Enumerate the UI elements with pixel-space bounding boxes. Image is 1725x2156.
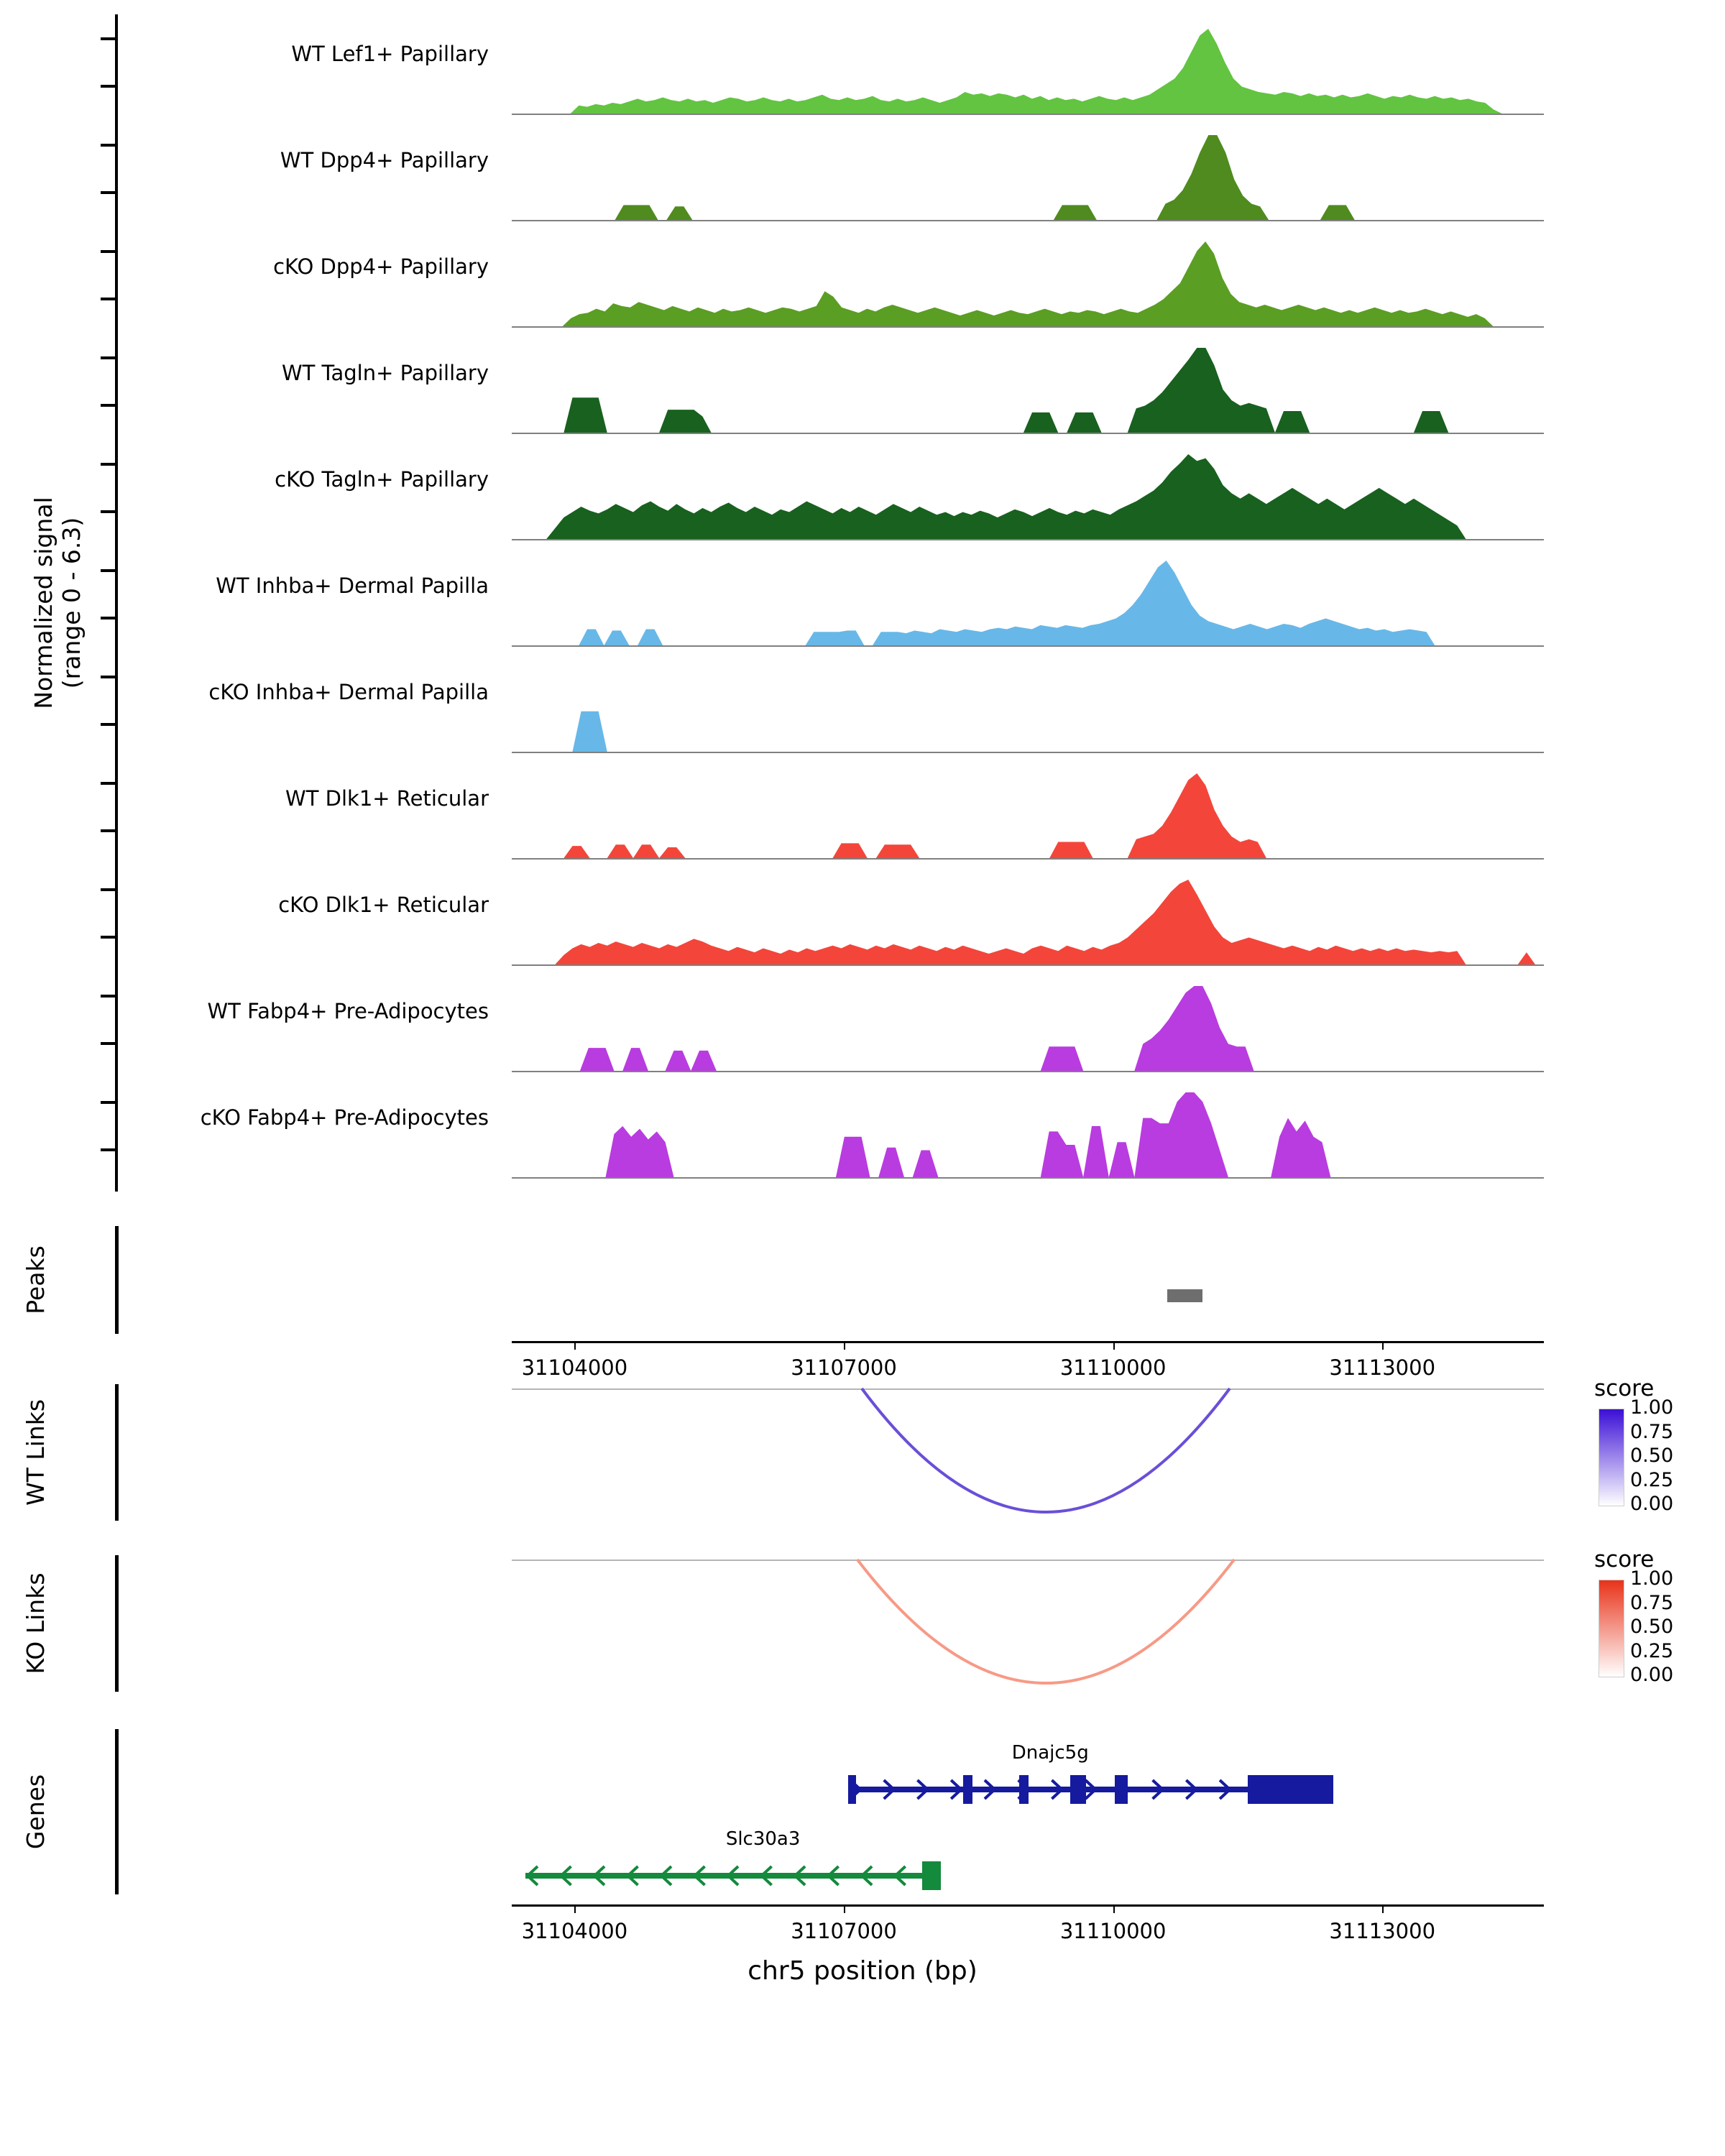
gene-exon[interactable] xyxy=(1115,1775,1127,1804)
ko-links-legend-tick-label: 0.00 xyxy=(1630,1664,1674,1686)
signal-axis-tick xyxy=(101,298,116,300)
track-label: WT Dlk1+ Reticular xyxy=(285,786,489,811)
peaks-axis-spine xyxy=(115,1226,119,1334)
genes-spine xyxy=(115,1729,119,1894)
ko-links-arc[interactable] xyxy=(0,1555,1725,1692)
wt-links-legend-tick-label: 0.00 xyxy=(1630,1493,1674,1515)
wt-links-legend-gradient xyxy=(1598,1409,1624,1506)
wt-links-legend-tick-label: 1.00 xyxy=(1630,1396,1674,1419)
track-label: WT Fabp4+ Pre-Adipocytes xyxy=(207,999,489,1023)
ko-links-legend-tick-label: 1.00 xyxy=(1630,1567,1674,1590)
track-label: cKO Dpp4+ Papillary xyxy=(273,254,489,279)
track-baseline xyxy=(512,433,1544,434)
ko-links-legend-tick-label: 0.50 xyxy=(1630,1616,1674,1638)
gene-exon[interactable] xyxy=(848,1775,856,1804)
track-label: cKO Tagln+ Papillary xyxy=(275,467,489,492)
track-baseline xyxy=(512,858,1544,860)
track-label: cKO Dlk1+ Reticular xyxy=(278,893,489,917)
track-baseline xyxy=(512,964,1544,966)
axis-tick xyxy=(574,1341,576,1350)
signal-axis-tick xyxy=(101,569,116,572)
gene-strand-arrows xyxy=(525,1873,941,1892)
track-signal xyxy=(512,880,1544,964)
track-signal xyxy=(512,241,1544,326)
wt-links-label: WT Links xyxy=(22,1399,50,1506)
signal-axis-tick xyxy=(101,510,116,513)
signal-axis-tick xyxy=(101,782,116,785)
wt-links-legend-tick-label: 0.75 xyxy=(1630,1420,1674,1443)
track-signal xyxy=(512,773,1544,858)
track-signal xyxy=(512,348,1544,433)
track-baseline xyxy=(512,326,1544,328)
ko-links-legend-gradient xyxy=(1598,1580,1624,1677)
axis-tick-label: 31110000 xyxy=(1059,1919,1167,1943)
gene-exon[interactable] xyxy=(1070,1775,1086,1804)
axis-line xyxy=(512,1341,1544,1343)
axis-tick-label: 31104000 xyxy=(521,1355,628,1380)
wt-links-legend-tick-label: 0.25 xyxy=(1630,1468,1674,1491)
track-baseline xyxy=(512,645,1544,647)
track-label: WT Dpp4+ Papillary xyxy=(280,148,489,172)
track-label: WT Lef1+ Papillary xyxy=(291,42,489,66)
axis-tick xyxy=(1382,1341,1384,1350)
track-signal xyxy=(512,135,1544,220)
y-axis-label-line2: (range 0 - 6.3) xyxy=(58,517,86,689)
gene-exon[interactable] xyxy=(963,1775,972,1804)
ko-links-legend-title: score xyxy=(1594,1547,1655,1572)
track-signal xyxy=(512,454,1544,539)
track-signal xyxy=(512,986,1544,1071)
genes-label: Genes xyxy=(22,1774,50,1850)
axis-tick xyxy=(1382,1904,1384,1913)
axis-tick-label: 31107000 xyxy=(791,1919,897,1943)
axis-tick xyxy=(574,1904,576,1913)
signal-axis-tick xyxy=(101,191,116,194)
signal-axis-tick xyxy=(101,723,116,726)
wt-links-arc[interactable] xyxy=(0,1384,1725,1521)
ko-links-label: KO Links xyxy=(22,1572,50,1674)
y-axis-label-line1: Normalized signal xyxy=(29,497,58,709)
peak-block[interactable] xyxy=(1167,1289,1203,1302)
axis-line xyxy=(512,1904,1544,1907)
signal-axis-tick xyxy=(101,463,116,466)
track-label: cKO Fabp4+ Pre-Adipocytes xyxy=(200,1105,489,1130)
track-label: WT Tagln+ Papillary xyxy=(281,361,489,385)
gene-exon[interactable] xyxy=(922,1861,941,1890)
track-baseline xyxy=(512,1071,1544,1072)
signal-axis-tick xyxy=(101,617,116,619)
track-label: cKO Inhba+ Dermal Papilla xyxy=(208,680,489,704)
track-signal xyxy=(512,1092,1544,1177)
signal-axis-tick xyxy=(101,888,116,891)
track-baseline xyxy=(512,220,1544,221)
axis-tick-label: 31113000 xyxy=(1329,1919,1436,1943)
signal-axis-tick xyxy=(101,356,116,359)
track-baseline xyxy=(512,539,1544,540)
signal-axis-tick xyxy=(101,85,116,88)
axis-tick-label: 31104000 xyxy=(521,1919,628,1943)
signal-axis-tick xyxy=(101,404,116,407)
signal-axis-tick xyxy=(101,1148,116,1151)
signal-axis-tick xyxy=(101,1101,116,1104)
track-signal xyxy=(512,29,1544,114)
gene-exon[interactable] xyxy=(1019,1775,1029,1804)
axis-tick xyxy=(844,1341,845,1350)
signal-axis-tick xyxy=(101,1042,116,1045)
axis-tick xyxy=(844,1904,845,1913)
signal-axis-tick xyxy=(101,37,116,40)
axis-tick-label: 31113000 xyxy=(1329,1355,1436,1380)
ko-links-legend-tick-label: 0.25 xyxy=(1630,1639,1674,1662)
gene-label: Dnajc5g xyxy=(1011,1742,1089,1764)
track-baseline xyxy=(512,1177,1544,1179)
track-label: WT Inhba+ Dermal Papilla xyxy=(216,573,489,598)
track-baseline xyxy=(512,114,1544,115)
peaks-label: Peaks xyxy=(22,1245,50,1314)
signal-axis-tick xyxy=(101,936,116,939)
track-baseline xyxy=(512,752,1544,753)
axis-tick xyxy=(1113,1904,1115,1913)
signal-axis-tick xyxy=(101,995,116,998)
axis-tick-label: 31110000 xyxy=(1059,1355,1167,1380)
gene-label: Slc30a3 xyxy=(725,1828,801,1850)
signal-axis-tick xyxy=(101,676,116,678)
signal-axis-tick xyxy=(101,829,116,832)
axis-tick-label: 31107000 xyxy=(791,1355,897,1380)
track-signal xyxy=(512,561,1544,645)
wt-links-legend-title: score xyxy=(1594,1376,1655,1401)
gene-exon[interactable] xyxy=(1248,1775,1333,1804)
wt-links-legend-tick-label: 0.50 xyxy=(1630,1445,1674,1467)
track-signal xyxy=(512,667,1544,752)
x-axis-title: chr5 position (bp) xyxy=(748,1956,978,1986)
ko-links-legend-tick-label: 0.75 xyxy=(1630,1591,1674,1614)
signal-axis-tick xyxy=(101,144,116,147)
signal-axis-tick xyxy=(101,250,116,253)
axis-tick xyxy=(1113,1341,1115,1350)
